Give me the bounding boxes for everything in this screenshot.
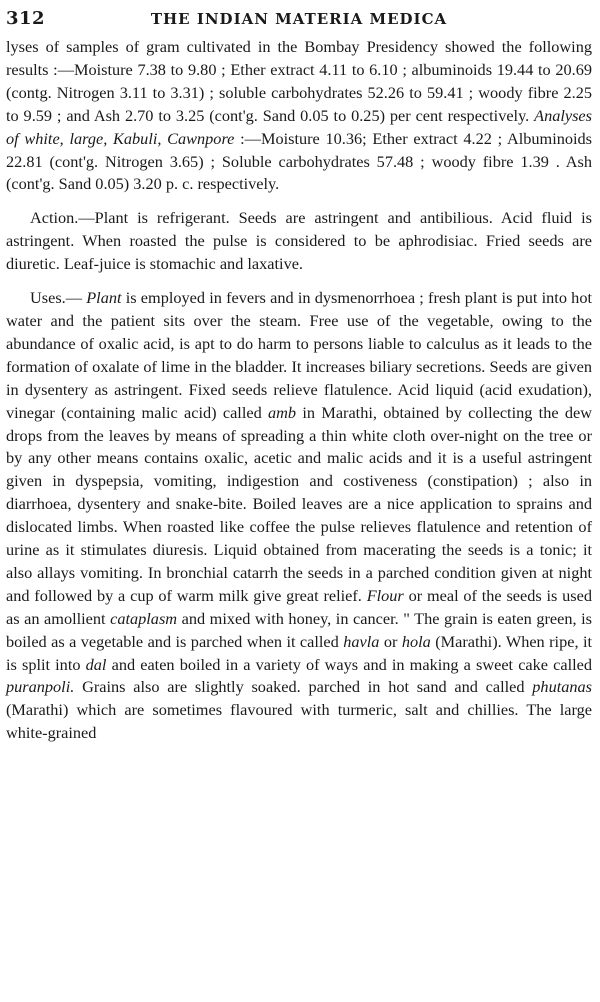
page-number: 312 [6,8,46,29]
uses-text: (Marathi) which are sometimes flavoured with turmeric, salt and chillies. The large white-grained [6,700,592,743]
action-label: Action.— [30,208,95,228]
uses-text: Grains also are slightly soaked. parched in hot sand and called [82,677,525,697]
uses-italic-phutanas: phutanas [532,677,592,697]
page-body [6,36,592,745]
analyses-italic-heading: Analyses of white, large, Kabuli, Cawnpore [6,105,592,148]
uses-text: or meal of the seeds is used as an amollient [6,585,593,628]
uses-text: (Marathi). When ripe, it is split into [6,631,592,674]
uses-text: or [383,631,398,651]
uses-italic-dal: dal [85,654,107,674]
uses-text: in Marathi, obtained by collecting the dew drops from the leaves by means of spreading a thin white cloth over-night on the tree or by any other means contains oxalic, acetic and malic acids and it is a useful astringent given in dyspepsia, vomiting, indigestion and costiveness (constipation) ; also in diarrhoea, dysentery and snake-bite. Boiled leaves are a nice application to sprains and dislocated limbs. When roasted like coffee the pulse relieves flatulence and retention of urine as it stimulates diuresis. Liquid obtained from macerating the seeds is a tonic; it also allays vomiting. In bronchial catarrh the seeds in a parched condition given at night and followed by a cup of warm milk give great relief. [6,402,592,605]
uses-italic-plant: Plant [86,288,122,308]
analyses-text-2: :—Moisture 10.36; Ether extract 4.22 ; Albuminoids 22.81 (cont'g. Nitrogen 3.65) ; Soluble carbohydrates 57.48 ; woody fibre 1.39 . Ash (cont'g. Sand 0.05) 3.20 p. c. respectively. [6,128,592,194]
page-header [6,6,592,36]
paragraph-analyses [6,36,592,196]
paragraph-uses [6,287,592,745]
uses-italic-amb: amb [268,402,297,422]
uses-italic-flour: Flour [366,585,404,605]
uses-italic-havla: havla [343,631,380,651]
uses-text: and eaten boiled in a variety of ways and in making a sweet cake called [111,654,593,674]
uses-italic-puranpoli: puranpoli. [6,677,75,697]
action-text: Plant is refrigerant. Seeds are astringent and antibilious. Acid fluid is astringent. When roasted the pulse is considered to be aphrodisiac. Fried seeds are diuretic. Leaf-juice is stomachic and laxative. [6,208,592,274]
uses-text: and mixed with honey, in cancer. " The grain is eaten green, is boiled as a vegetable and is parched when it called [6,608,592,651]
analyses-text-1: lyses of samples of gram cultivated in the Bombay Presidency showed the following results :—Moisture 7.38 to 9.80 ; Ether extract 4.11 to 6.10 ; albuminoids 19.44 to 20.69 (contg. Nitrogen 3.11 to 3.31) ; soluble carbohydrates 52.26 to 59.41 ; woody fibre 2.25 to 9.59 ; and Ash 2.70 to 3.25 (cont'g. Sand 0.05 to 0.25) per cent respectively. [6,37,592,125]
uses-italic-hola: hola [401,631,431,651]
uses-italic-cataplasm: cataplasm [110,608,178,628]
running-title: THE INDIAN MATERIA MEDICA [150,10,448,28]
uses-label: Uses.— [30,288,83,308]
uses-text: is employed in fevers and in dysmenorrhoea ; fresh plant is put into hot water and the patient sits over the steam. Free use of the vegetable, owing to the abundance of oxalic acid, is apt to do harm to persons liable to calculus as it leads to the formation of oxalate of lime in the bladder. It increases biliary secretions. Seeds are given in dysentery as astringent. Fixed seeds relieve flatulence. Acid liquid (acid exudation), vinegar (containing malic acid) called [6,288,592,422]
paragraph-action [6,207,592,276]
